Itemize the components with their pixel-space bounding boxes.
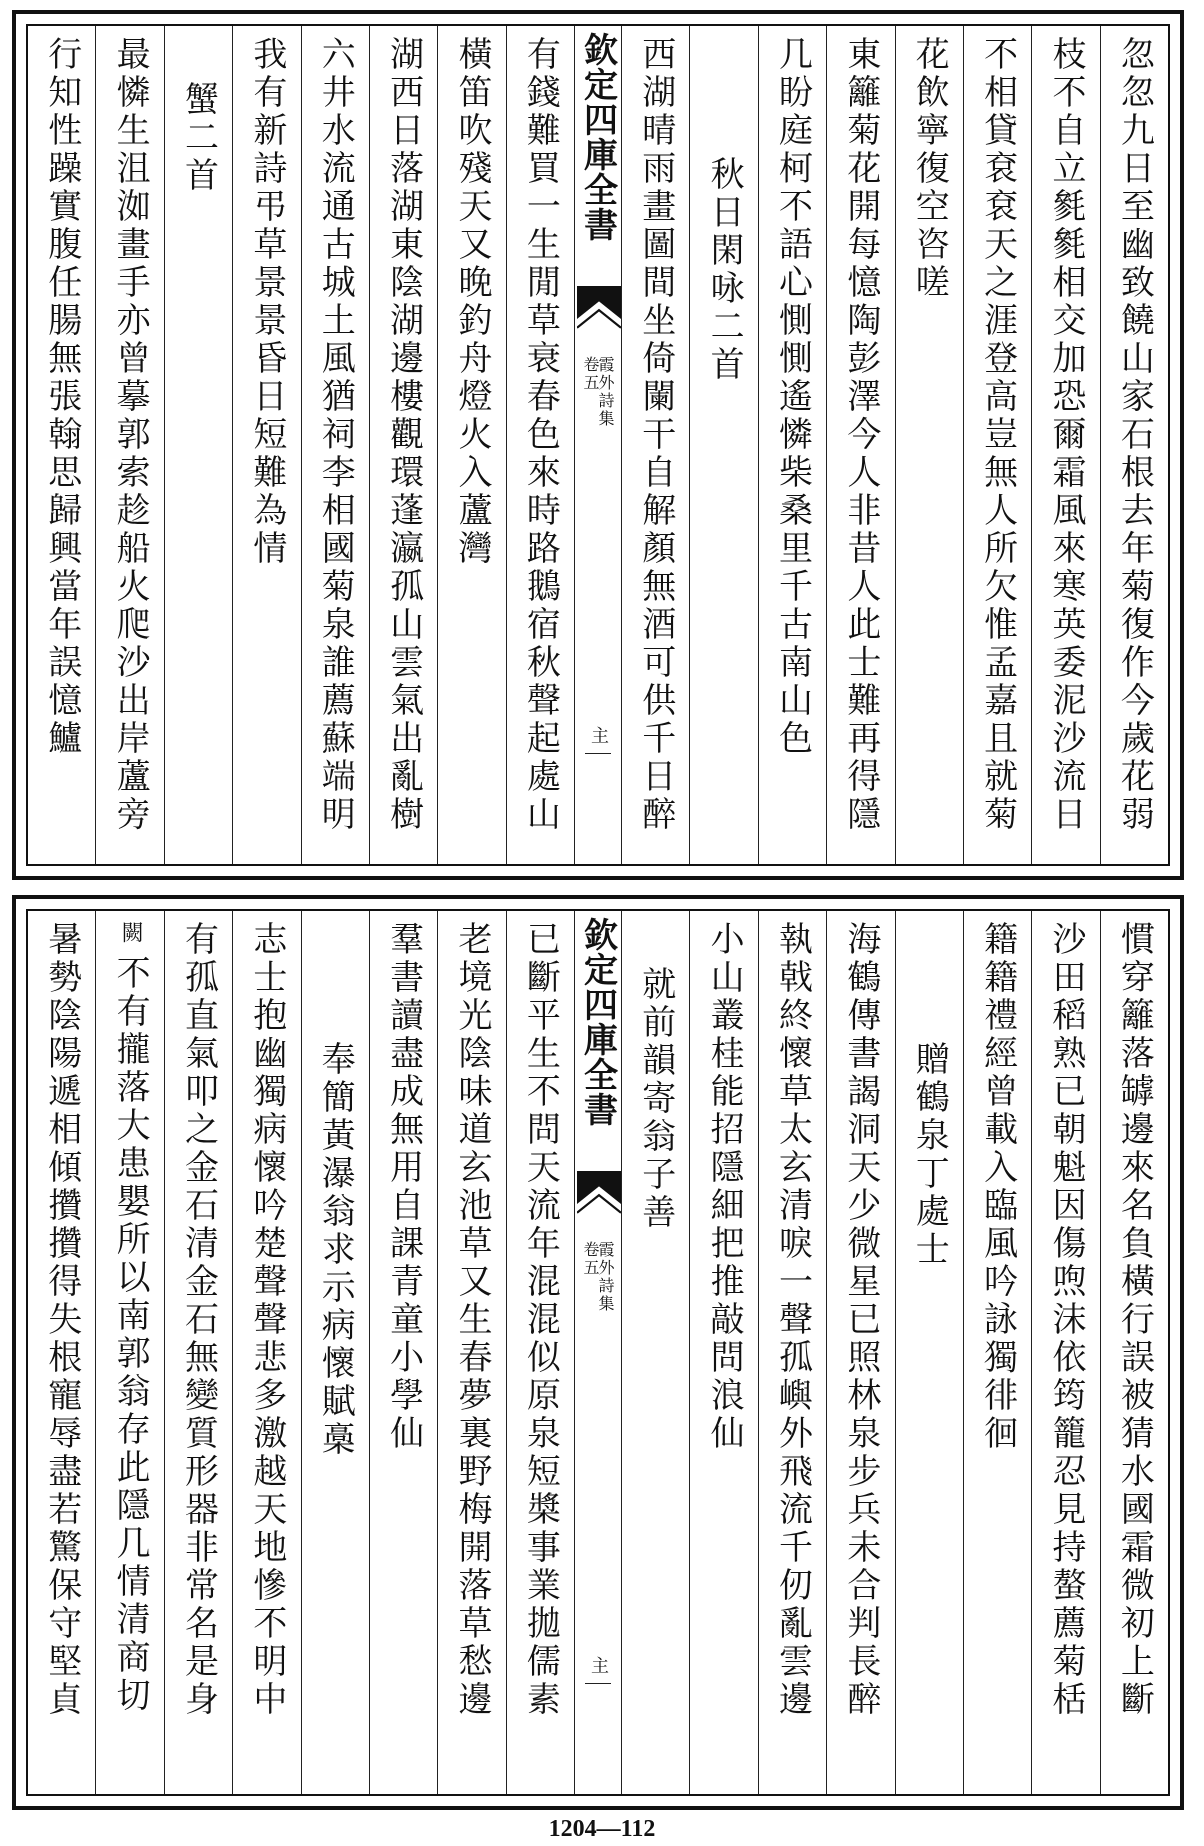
bottom-page <box>12 895 1184 1810</box>
text-column <box>95 911 163 1794</box>
center-spine <box>574 911 621 1794</box>
book-title: 欽定四庫全書 <box>577 32 618 242</box>
text-column: 慣穿籬落罅邊來名負橫行誤被猜水國霜微初上斷 <box>1100 911 1168 1794</box>
juan-number: 卷五 <box>581 1241 600 1277</box>
poem-title: 秋日閑咏二首 <box>689 26 757 864</box>
folio-divider <box>585 1683 611 1684</box>
top-page <box>12 10 1184 880</box>
collection-name: 霞外詩集 <box>596 356 615 428</box>
text-column: 几盼庭柯不語心惻惻遙憐柴桑里千古南山色 <box>758 26 826 864</box>
folio-number: 主 <box>588 726 609 744</box>
bottom-page-text-frame <box>26 909 1170 1796</box>
text-column: 忽忽九日至幽致饒山家石根去年菊復作今歲花弱 <box>1100 26 1168 864</box>
text-column: 志士抱幽獨病懷吟楚聲聲悲多激越天地慘不明中 <box>232 911 300 1794</box>
poem-title: 贈鶴泉丁處士 <box>895 911 963 1794</box>
text-column: 有孤直氣叩之金石清金石無變質形器非常名是身 <box>164 911 232 1794</box>
text-column: 六井水流通古城土風猶祠李相國菊泉誰薦蘇端明 <box>301 26 369 864</box>
poem-title: 就前韻寄翁子善 <box>621 911 689 1794</box>
text-column: 東籬菊花開每憶陶彭澤今人非昔人此士難再得隱 <box>826 26 894 864</box>
fish-tail-mark <box>577 286 621 330</box>
text-column-body: 不有攏落大患嬰所以南郭翁存此隱几情清商切 <box>110 955 151 1715</box>
text-column: 花飲寧復空咨嗟 <box>895 26 963 864</box>
text-column: 行知性躁實腹任腸無張翰思歸興當年誤憶鱸 <box>41 36 82 758</box>
poem-title: 奉簡黃瀑翁求示病懷賦槀 <box>301 911 369 1794</box>
text-column: 湖西日落湖東陰湖邊樓觀環蓬瀛孤山雲氣出亂樹 <box>369 26 437 864</box>
text-column: 有錢難買一生閒草衰春色來時路鵝宿秋聲起處山 <box>506 26 574 864</box>
text-column: 已斷平生不問天流年混混似原泉短槳事業拋儒素 <box>506 911 574 1794</box>
folio-number: 主 <box>588 1656 609 1674</box>
text-column: 枝不自立毿毿相交加恐爾霜風來寒英委泥沙流日 <box>1031 26 1099 864</box>
text-column: 西湖晴雨畫圖間坐倚闌干自解顏無酒可供千日醉 <box>621 26 689 864</box>
juan-number: 卷五 <box>581 356 600 392</box>
text-column: 海鶴傳書謁洞天少微星已照林泉步兵未合判長醉 <box>826 911 894 1794</box>
text-column: 執戟終懷草太玄清唳一聲孤嶼外飛流千仞亂雲邊 <box>758 911 826 1794</box>
book-title: 欽定四庫全書 <box>577 917 618 1127</box>
text-column: 籍籍禮經曾載入臨風吟詠獨徘徊 <box>963 911 1031 1794</box>
top-page-text-frame <box>26 24 1170 866</box>
center-spine <box>574 26 621 864</box>
text-column: 暑勢陰陽遞相傾攢攢得失根寵辱盡若驚保守堅貞 <box>41 921 82 1719</box>
text-column: 我有新詩弔草景景昏日短難為情 <box>232 26 300 864</box>
text-column: 老境光陰味道玄池草又生春夢裏野梅開落草愁邊 <box>437 911 505 1794</box>
text-column: 最憐生沮洳畫手亦曾摹郭索趁船火爬沙出岸蘆旁 <box>95 26 163 864</box>
text-column: 橫笛吹殘天又晚釣舟燈火入蘆灣 <box>437 26 505 864</box>
lacuna-note: 闕 <box>118 921 144 947</box>
text-column: 沙田稻熟已朝魁因傷喣沫依筠籠忍見持螯薦菊栝 <box>1031 911 1099 1794</box>
folio-divider <box>585 753 611 754</box>
text-column: 不相貸袞袞天之涯登高豈無人所欠惟孟嘉且就菊 <box>963 26 1031 864</box>
collection-name: 霞外詩集 <box>596 1241 615 1313</box>
fish-tail-mark <box>577 1171 621 1215</box>
text-column: 小山叢桂能招隱細把推敲問浪仙 <box>689 911 757 1794</box>
poem-title: 蟹二首 <box>164 26 232 864</box>
page-number: 1204—112 <box>548 1816 656 1842</box>
text-column: 羣書讀盡成無用自課青童小學仙 <box>369 911 437 1794</box>
